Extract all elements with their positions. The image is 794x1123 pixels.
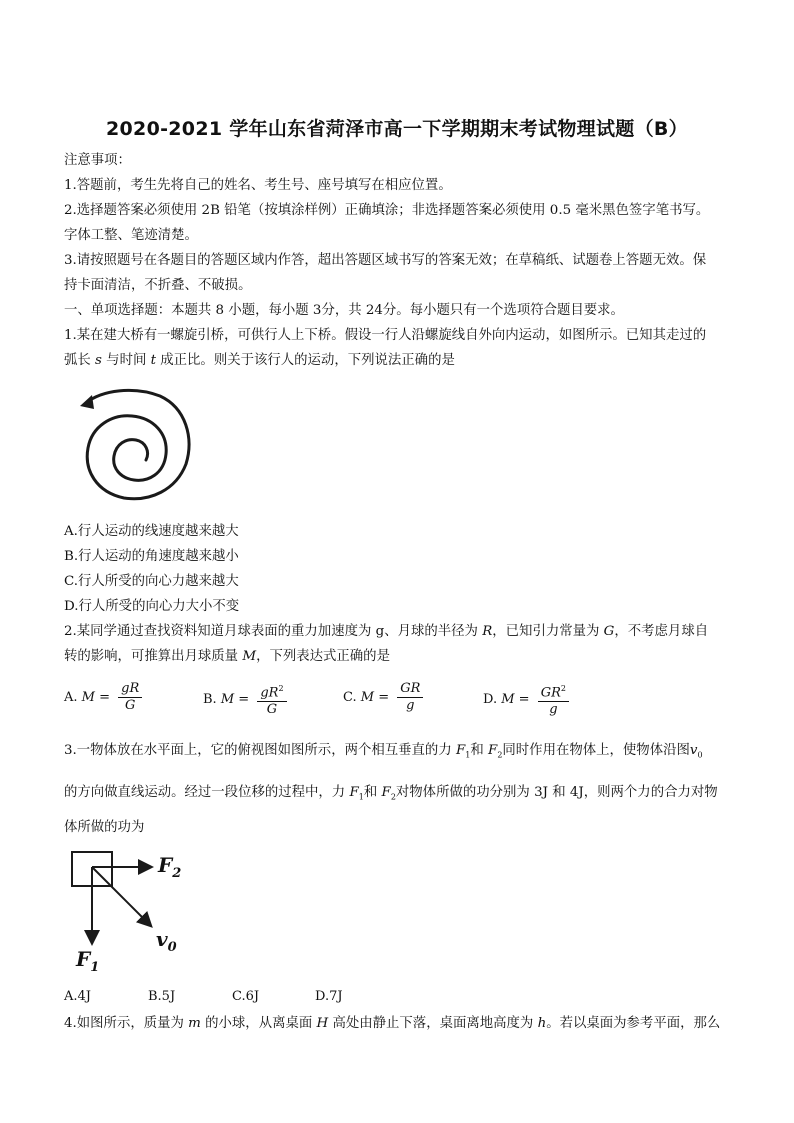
q2-option-d [483, 681, 569, 718]
q4-stem-line-1 [64, 1015, 720, 1033]
var-h: h [537, 1016, 547, 1031]
var-M: M [242, 649, 257, 664]
option-lhs: M = [220, 692, 250, 708]
notes-header: 注意事项： [64, 153, 131, 168]
note-line-5: 持卡面清洁，不折叠、不破损。 [64, 278, 252, 293]
var-F2: F [488, 743, 498, 758]
q2-text: 转的影响，可推算出月球质量 [64, 649, 243, 664]
denominator: G [125, 698, 136, 713]
option-lhs: M = [81, 690, 111, 705]
spiral-figure [64, 382, 196, 510]
q3-text: 对物体所做的功分别为 3J 和 4J，则两个力的合力对物 [395, 785, 718, 800]
q4-text: 4.如图所示，质量为 [64, 1016, 189, 1031]
v0-label: $v_0$ [156, 927, 177, 955]
q4-text: 的小球，从离桌面 [200, 1016, 317, 1031]
var-m: m [188, 1016, 201, 1031]
spiral-arrowhead [80, 395, 94, 409]
q2-text: ，下列表达式正确的是 [256, 649, 390, 664]
q2-text: ，已知引力常量为 [492, 624, 604, 639]
q3-stem-line-1: 3.一物体放在水平面上，它的俯视图如图所示，两个相互垂直的力 $F_1$和 $F_2$同时作用在物体上，使物体沿图$v_0$ [64, 743, 703, 760]
denominator: g [406, 698, 415, 713]
numerator: gR [118, 681, 142, 698]
fraction [397, 681, 423, 714]
option-lhs: M = [501, 692, 530, 708]
q2-text: ，不考虑月球自 [614, 624, 709, 639]
q2-stem-line-2 [64, 648, 390, 666]
note-line-4: 3.请按照题号在各题目的答题区域内作答，超出答题区域书写的答案无效；在草稿纸、试题卷上答题无效。保 [64, 253, 707, 268]
var-R: R [482, 624, 493, 639]
var-t: t [150, 353, 156, 368]
q1-text: 与时间 [101, 353, 151, 368]
q3-stem-line-2: 的方向做直线运动。经过一段位移的过程中，力 $F_1$和 $F_2$对物体所做的功分别为 3J 和 4J，则两个力的合力对物 [64, 785, 718, 802]
fraction [538, 681, 569, 718]
note-line-1: 1.答题前，考生先将自己的姓名、考生号、座号填写在相应位置。 [64, 178, 452, 193]
f1-label: $F_1$ [76, 947, 100, 975]
q3-stem-line-3: 体所做的功为 [64, 820, 145, 835]
note-line-3: 字体工整、笔迹清楚。 [64, 228, 198, 243]
var-G: G [603, 624, 615, 639]
force-diagram [64, 842, 198, 976]
q4-text: 高处由静止下落，桌面离地高度为 [328, 1016, 538, 1031]
option-lhs: M = [360, 690, 390, 705]
q3-option-c: C.6J [232, 989, 260, 1004]
q3-text: 的方向做直线运动。经过一段位移的过程中，力 [64, 785, 350, 800]
q3-option-a: A.4J [64, 989, 92, 1004]
q1-option-d: D.行人所受的向心力大小不变 [64, 599, 240, 614]
numerator: GR [397, 681, 423, 698]
var-s: s [95, 353, 102, 368]
q2-stem-line-1 [64, 623, 708, 641]
var-v0: v [689, 743, 698, 758]
q3-text: 同时作用在物体上，使物体沿图 [502, 743, 690, 758]
v0-arrow [92, 867, 150, 925]
option-label: A. [64, 690, 78, 705]
q1-text: 成正比。则关于该行人的运动，下列说法正确的是 [156, 353, 455, 368]
q1-text: 弧长 [64, 353, 96, 368]
denominator: g [549, 702, 558, 718]
q1-option-c: C.行人所受的向心力越来越大 [64, 574, 239, 589]
q1-stem-line-2 [64, 352, 455, 370]
q4-text: 。若以桌面为参考平面，那么 [546, 1016, 721, 1031]
var-F1: F [349, 785, 359, 800]
q2-option-c [343, 681, 423, 714]
option-label: C. [343, 690, 357, 705]
section-heading: 一、单项选择题：本题共 8 小题，每小题 3分，共 24分。每小题只有一个选项符合题目要求。 [64, 303, 624, 318]
numerator: $GR^2$ [538, 681, 569, 702]
option-label: B. [203, 692, 217, 708]
q2-option-b [203, 681, 287, 718]
spiral-path [86, 390, 189, 498]
q2-text: 2.某同学通过查找资料知道月球表面的重力加速度为 g、月球的半径为 [64, 624, 483, 639]
note-line-2: 2.选择题答案必须使用 2B 铅笔（按填涂样例）正确填涂；非选择题答案必须使用 0.5 毫米黑色签字笔书写。 [64, 203, 710, 218]
fraction [257, 681, 286, 718]
q3-option-d: D.7J [315, 989, 343, 1004]
q1-stem-line-1: 1.某在建大桥有一螺旋引桥，可供行人上下桥。假设一行人沿螺旋线自外向内运动，如图所示。已知其走过的 [64, 328, 707, 343]
q3-option-b: B.5J [148, 989, 176, 1004]
page-title: 2020-2021 学年山东省菏泽市高一下学期期末考试物理试题（B） [106, 118, 688, 140]
var-F2: F [381, 785, 391, 800]
q1-option-b: B.行人运动的角速度越来越小 [64, 549, 239, 564]
fraction [118, 681, 142, 714]
numerator: $gR^2$ [257, 681, 286, 702]
q2-option-a [64, 681, 142, 714]
var-H: H [316, 1016, 329, 1031]
option-label: D. [483, 692, 498, 708]
var-F1: F [455, 743, 466, 758]
q3-text: 3.一物体放在水平面上，它的俯视图如图所示，两个相互垂直的力 [64, 743, 456, 758]
denominator: G [266, 702, 278, 718]
q1-option-a: A.行人运动的线速度越来越大 [64, 524, 239, 539]
f2-label: $F_2$ [158, 853, 182, 881]
q3-text: 和 [470, 743, 489, 758]
q3-text: 和 [363, 785, 382, 800]
